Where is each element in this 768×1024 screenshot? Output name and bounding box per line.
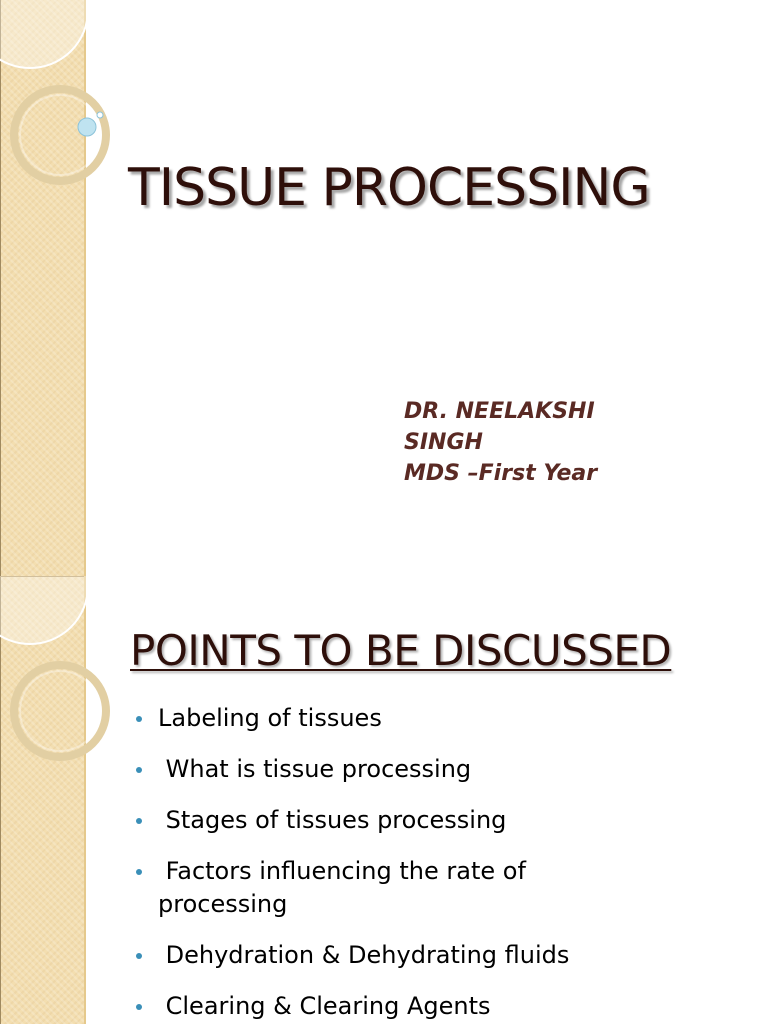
list-item-text: What is tissue processing — [158, 755, 472, 783]
bullet-icon — [136, 716, 142, 722]
bullet-icon — [136, 869, 142, 875]
list-item — [134, 702, 734, 735]
author-info — [404, 396, 597, 489]
author-surname-line: SINGH — [404, 430, 483, 455]
list-item — [134, 990, 734, 1023]
bullet-icon — [136, 818, 142, 824]
bullet-icon — [136, 767, 142, 773]
bullet-icon — [136, 1004, 142, 1010]
bullet-icon — [136, 953, 142, 959]
list-item-text: Clearing & Clearing Agents — [158, 992, 491, 1020]
list-item — [134, 939, 734, 972]
slide-title: TISSUE PROCESSING — [128, 158, 650, 218]
list-item — [134, 855, 628, 921]
outline-slide — [0, 576, 768, 1024]
author-name-line: DR. NEELAKSHI — [404, 399, 595, 424]
decorative-rings — [0, 0, 120, 200]
list-item-text: Labeling of tissues — [158, 704, 382, 732]
topics-list — [134, 702, 734, 1024]
list-item — [134, 804, 734, 837]
list-item-text: Dehydration & Dehydrating fluids — [158, 941, 570, 969]
author-degree-line: MDS –First Year — [404, 461, 598, 486]
list-item-text: Factors influencing the rate of processing — [158, 857, 534, 918]
decorative-rings — [0, 576, 120, 776]
list-item — [134, 753, 734, 786]
list-item-text: Stages of tissues processing — [158, 806, 507, 834]
section-title: POINTS TO BE DISCUSSED — [130, 626, 672, 675]
